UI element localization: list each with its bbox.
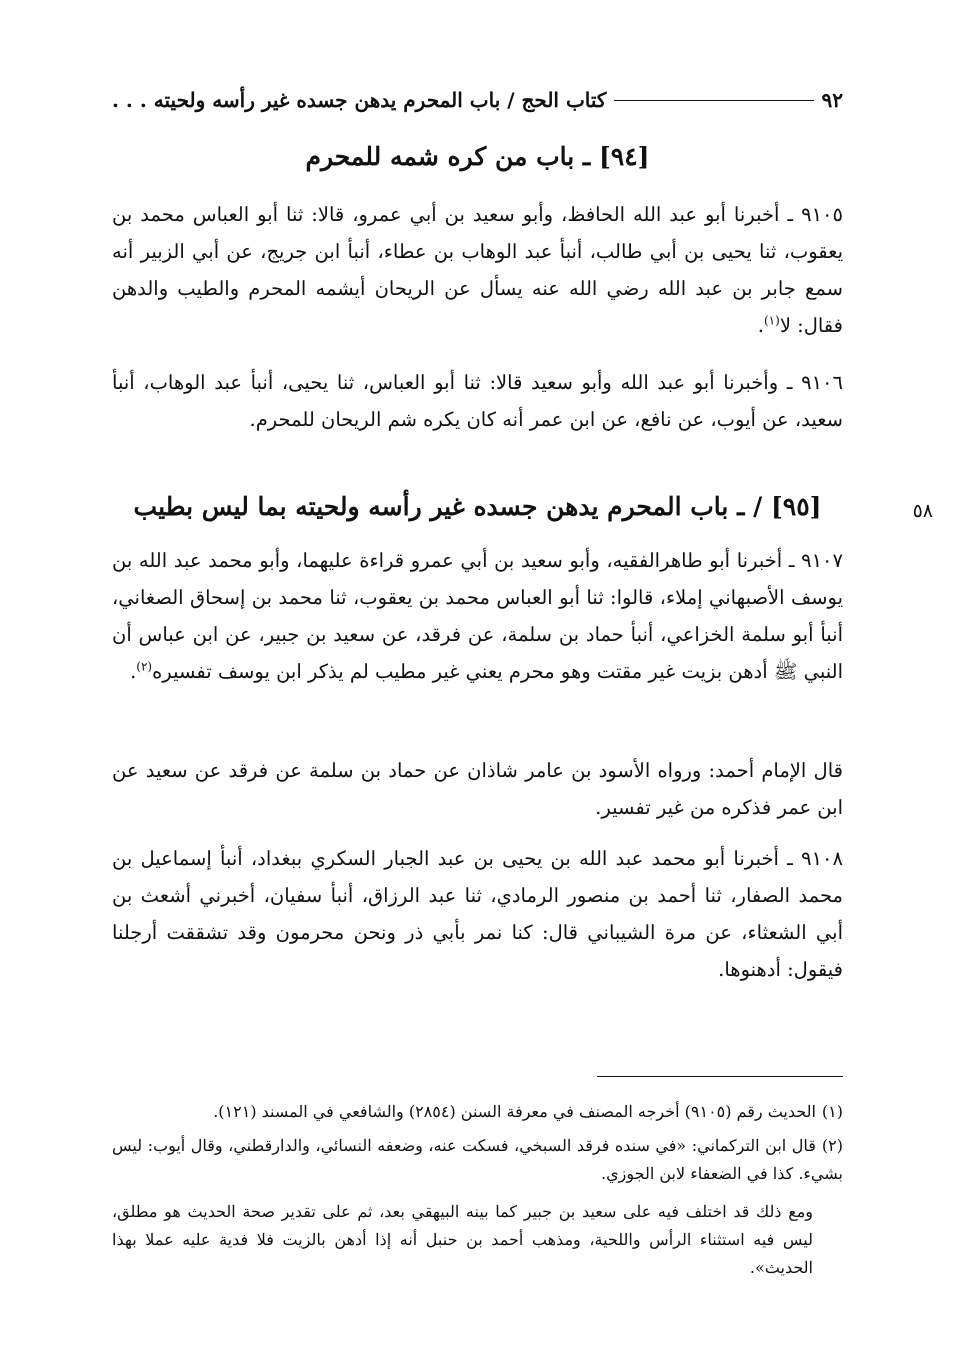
footnote-ref-2[interactable]: (٢): [136, 659, 153, 674]
footnote-1: [112, 1098, 843, 1126]
hadith-9108: ٩١٠٨ ـ أخبرنا أبو محمد عبد الله بن يحيى بن عبد الجبار السكري ببغداد، أنبأ إسماعيل بن محمد الصفار، ثنا أحمد بن منصور الرمادي، ثنا عبد الرزاق، أنبأ سفيان، أخبرني أشعث بن أبي الشعثاء، عن مرة الشيباني قال: كنا نمر بأبي ذر ونحن محرمون وقد تشققت أرجلنا فيقول: أدهنوها.: [112, 847, 843, 981]
hadith-9105-text: ٩١٠٥ ـ أخبرنا أبو عبد الله الحافظ، وأبو سعيد بن أبي عمرو، قالا: ثنا أبو العباس محمد بن يعقوب، ثنا يحيى بن أبي طالب، أنبأ عبد الوهاب بن عطاء، أنبأ ابن جريج، عن أبي الزبير أنه سمع جابر بن عبد الله رضي الله عنه يسأل عن الريحان أيشمه المحرم والطيب والدهن فقال: لا: [112, 203, 843, 337]
footnote-2: [112, 1132, 843, 1188]
chapter-heading-95: [٩٥] / ـ باب المحرم يدهن جسده غير رأسه ولحيته بما ليس بطيب: [133, 492, 822, 521]
hadith-9105: [112, 196, 843, 344]
footnote-1-label: (١): [821, 1102, 843, 1121]
footnote-ref-1[interactable]: (١): [763, 313, 780, 328]
footnote-2-text: قال ابن التركماني: «في سنده فرقد السبخي، فسكت عنه، وضعفه النسائي، والدارقطني، وقال أيوب: ليس بشيء. كذا في الضعفاء لابن الجوزي.: [112, 1136, 843, 1183]
imam-ahmad-comment: قال الإمام أحمد: ورواه الأسود بن عامر شاذان عن حماد بن سلمة عن فرقد عن سعيد عن ابن عمر فذكره من غير تفسير.: [112, 759, 843, 819]
footnote-2-label: (٢): [821, 1136, 843, 1155]
hadith-9106: ٩١٠٦ ـ وأخبرنا أبو عبد الله وأبو سعيد قالا: ثنا أبو العباس، ثنا يحيى، أنبأ عبد الوهاب، أنبأ سعيد، عن أيوب، عن نافع، عن ابن عمر أنه كان يكره شم الريحان للمحرم.: [112, 371, 843, 431]
header-rule: [614, 100, 813, 101]
footnote-separator: [597, 1076, 843, 1077]
margin-page-number: ٥٨: [912, 500, 933, 522]
running-header: [112, 84, 843, 116]
footnote-2-continuation: ومع ذلك قد اختلف فيه على سعيد بن جبير كما بينه البيهقي بعد، ثم على تقدير صحة الحديث هو مطلق، ليس فيه استثناء الرأس واللحية، ومذهب أحمد بن حنبل أنه إذا أدهن بالزيت فلا فدية عليه عملا بهذا الحديث».: [112, 1202, 814, 1277]
footnote-1-text: الحديث رقم (٩١٠٥) أخرجه المصنف في معرفة السنن (٢٨٥٤) والشافعي في المسند (١٢١).: [213, 1102, 816, 1121]
hadith-9107-text: ٩١٠٧ ـ أخبرنا أبو طاهرالفقيه، وأبو سعيد بن أبي عمرو قراءة عليهما، وأبو محمد عبد الله بن يوسف الأصبهاني إملاء، قالوا: ثنا أبو العباس محمد بن يعقوب، ثنا محمد بن إسحاق الصغاني، أنبأ أبو سلمة الخزاعي، أنبأ حماد بن سلمة، عن فرقد، عن سعيد بن جبير، عن ابن عباس أن النبي ﷺ أدهن بزيت غير مقتت وهو محرم يعني غير مطيب لم يذكر ابن يوسف تفسيره: [112, 549, 843, 683]
hadith-9107: [112, 542, 843, 690]
hadith-9107-tail: .: [130, 660, 137, 683]
page-number: ٩٢: [821, 88, 843, 112]
hadith-9105-tail: .: [757, 314, 764, 337]
chapter-heading-94: [٩٤] ـ باب من كره شمه للمحرم: [305, 142, 650, 171]
running-header-title: كتاب الحج / باب المحرم يدهن جسده غير رأسه ولحيته . . .: [112, 88, 607, 112]
